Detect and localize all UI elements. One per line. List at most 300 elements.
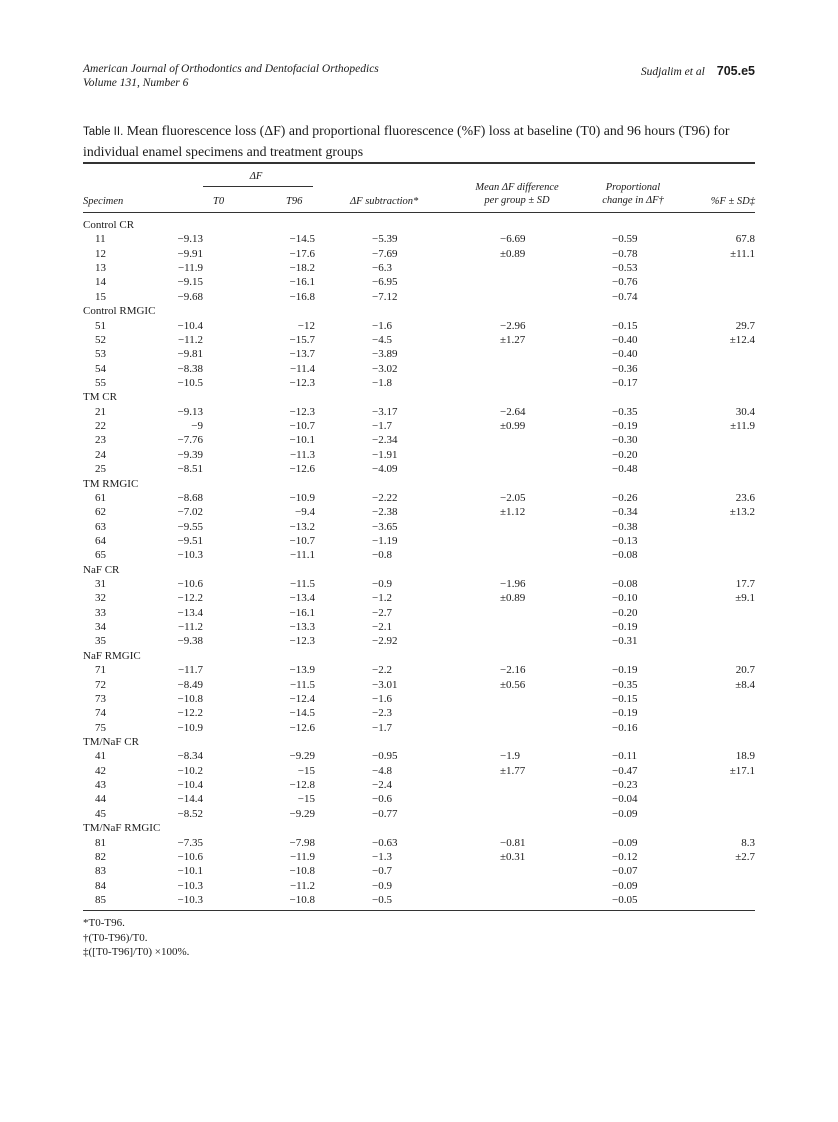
proportional-change: −0.13 [612, 534, 638, 547]
specimen-id: 55 [95, 377, 106, 389]
group-mean-sd: ±1.77 [500, 764, 526, 777]
group-name: TM/NaF RMGIC [83, 822, 161, 835]
t0-value: −7.35 [177, 836, 203, 849]
t96-value: −12.3 [289, 405, 315, 418]
t0-value: −10.1 [177, 865, 203, 878]
proportional-change: −0.08 [612, 549, 638, 562]
subtraction-value: −1.19 [372, 534, 398, 547]
proportional-change: −0.76 [612, 276, 638, 289]
table-caption [83, 121, 763, 161]
table-row [83, 879, 755, 893]
t0-value: −10.3 [177, 549, 203, 562]
table-row [83, 678, 755, 692]
col-mean-line1: Mean ΔF difference [475, 182, 559, 193]
subtraction-value: −7.69 [372, 247, 398, 260]
t0-value: −11.9 [177, 262, 203, 275]
table-row [83, 606, 755, 620]
proportional-change: −0.20 [612, 448, 638, 461]
group-pct: 17.7 [735, 578, 755, 590]
group-pct-sd: ±8.4 [735, 678, 755, 691]
group-name: TM/NaF CR [83, 736, 139, 748]
specimen-id: 83 [95, 865, 106, 878]
specimen-id: 62 [95, 506, 106, 519]
t0-value: −9.91 [177, 247, 203, 260]
t96-value: −10.7 [289, 420, 315, 432]
subtraction-value: −5.39 [372, 233, 398, 246]
subtraction-value: −4.8 [372, 764, 392, 777]
specimen-id: 25 [95, 463, 106, 476]
specimen-id: 54 [95, 362, 106, 375]
table-row [83, 634, 755, 648]
t0-value: −8.49 [177, 678, 203, 691]
proportional-change: −0.40 [612, 333, 638, 346]
t0-value: −8.52 [177, 807, 203, 820]
proportional-change: −0.34 [612, 506, 638, 519]
journal-volume: Volume 131, Number 6 [83, 77, 189, 89]
table-row [83, 433, 755, 447]
footnote: ‡([T0-T96]/T0) ×100%. [83, 946, 190, 958]
t96-value: −11.5 [289, 578, 315, 590]
proportional-change: −0.09 [612, 807, 638, 820]
group-mean-sd: ±0.56 [500, 678, 526, 691]
specimen-id: 71 [95, 664, 106, 677]
subtraction-value: −0.77 [372, 807, 398, 820]
group-pct: 29.7 [735, 319, 755, 332]
t96-value: −11.5 [289, 678, 315, 691]
delta-f-span-header: ΔF [249, 171, 263, 182]
subtraction-value: −0.7 [372, 865, 392, 878]
subtraction-value: −1.6 [372, 692, 392, 705]
t0-value: −7.76 [177, 434, 203, 447]
t96-value: −11.2 [289, 879, 315, 892]
t0-value: −8.34 [177, 750, 203, 763]
table-row [83, 362, 755, 376]
t0-value: −11.2 [177, 621, 203, 634]
specimen-id: 63 [95, 520, 106, 533]
t96-value: −13.4 [289, 592, 315, 605]
table-row [83, 247, 755, 261]
table-row [83, 721, 755, 735]
table-row [83, 419, 755, 433]
footnote: *T0-T96. [83, 917, 125, 929]
group-pct: 23.6 [735, 491, 755, 504]
t0-value: −10.5 [177, 377, 203, 389]
proportional-change: −0.15 [612, 319, 638, 332]
t0-value: −8.38 [177, 362, 203, 375]
table-row [83, 520, 755, 534]
specimen-id: 84 [95, 879, 106, 892]
proportional-change: −0.16 [612, 721, 638, 734]
subtraction-value: −2.92 [372, 635, 398, 648]
subtraction-value: −3.89 [372, 348, 398, 361]
group-mean-sd: ±0.99 [500, 420, 526, 432]
subtraction-value: −2.22 [372, 491, 398, 504]
subtraction-value: −1.3 [372, 850, 392, 863]
specimen-id: 32 [95, 592, 106, 605]
specimen-id: 31 [95, 578, 106, 590]
group-name: Control CR [83, 219, 135, 231]
t96-value: −10.1 [289, 434, 315, 447]
t0-value: −9.81 [177, 348, 203, 361]
table-row [83, 577, 755, 591]
group-mean: −2.96 [500, 319, 526, 332]
col-specimen: Specimen [83, 196, 124, 207]
subtraction-value: −2.1 [372, 621, 392, 634]
specimen-id: 11 [95, 233, 106, 246]
proportional-change: −0.36 [612, 362, 638, 375]
group-pct: 67.8 [735, 233, 755, 246]
t96-value: −11.1 [289, 549, 315, 562]
group-pct-sd: ±11.1 [730, 247, 755, 260]
specimen-id: 42 [95, 764, 106, 777]
t96-value: −11.9 [289, 850, 315, 863]
t96-value: −12.6 [289, 721, 315, 734]
specimen-id: 64 [95, 534, 106, 547]
t96-value: −15 [297, 793, 315, 806]
t96-value: −14.5 [289, 233, 315, 246]
t0-value: −10.6 [177, 850, 203, 863]
group-mean-sd: ±1.27 [500, 333, 526, 346]
table-row [83, 864, 755, 878]
specimen-id: 24 [95, 448, 106, 461]
footnote: †(T0-T96)/T0. [83, 932, 148, 944]
table-top-rule [83, 162, 755, 164]
proportional-change: −0.08 [612, 578, 638, 590]
table-row [83, 275, 755, 289]
span-rule [203, 186, 313, 187]
t0-value: −11.2 [177, 333, 203, 346]
group-name: TM RMGIC [83, 477, 139, 490]
group-mean: −1.96 [500, 578, 526, 590]
subtraction-value: −3.65 [372, 520, 398, 533]
group-heading-row [83, 218, 755, 232]
t0-value: −9.51 [177, 534, 203, 547]
col-t96: T96 [286, 196, 303, 207]
t0-value: −9.38 [177, 635, 203, 648]
proportional-change: −0.23 [612, 779, 638, 791]
proportional-change: −0.19 [612, 707, 638, 720]
subtraction-value: −3.17 [372, 405, 398, 418]
specimen-id: 51 [95, 319, 106, 332]
t96-value: −12.6 [289, 463, 315, 476]
subtraction-value: −0.63 [372, 836, 398, 849]
group-heading-row [83, 735, 755, 749]
group-pct-sd: ±9.1 [735, 592, 755, 605]
t0-value: −7.02 [177, 506, 203, 519]
specimen-id: 73 [95, 692, 106, 705]
specimen-id: 35 [95, 635, 106, 648]
page-header-right [641, 62, 755, 80]
group-mean-sd: ±0.89 [500, 247, 526, 260]
proportional-change: −0.19 [612, 664, 638, 677]
subtraction-value: −1.91 [372, 448, 398, 461]
subtraction-value: −2.4 [372, 779, 392, 791]
t96-value: −9.4 [295, 506, 315, 519]
specimen-id: 13 [95, 262, 106, 275]
subtraction-value: −2.7 [372, 606, 392, 619]
t0-value: −10.3 [177, 879, 203, 892]
table-row [83, 764, 755, 778]
t96-value: −11.4 [289, 362, 315, 375]
group-mean-sd: ±1.12 [500, 506, 526, 519]
t96-value: −12.3 [289, 377, 315, 389]
subtraction-value: −2.2 [372, 664, 392, 677]
subtraction-value: −0.9 [372, 578, 392, 590]
proportional-change: −0.38 [612, 520, 638, 533]
table-row [83, 405, 755, 419]
group-mean-sd: ±0.89 [500, 592, 526, 605]
proportional-change: −0.11 [612, 750, 638, 763]
group-name: NaF RMGIC [83, 649, 141, 662]
specimen-id: 85 [95, 893, 106, 906]
t96-value: −16.1 [289, 276, 315, 289]
t96-value: −12 [297, 319, 315, 332]
group-pct: 20.7 [735, 664, 755, 677]
group-pct-sd: ±2.7 [735, 850, 755, 863]
t96-value: −17.6 [289, 247, 315, 260]
subtraction-value: −2.3 [372, 707, 392, 720]
group-heading-row [83, 821, 755, 835]
t96-value: −9.29 [289, 807, 315, 820]
specimen-id: 75 [95, 721, 106, 734]
t96-value: −13.2 [289, 520, 315, 533]
t96-value: −10.7 [289, 534, 315, 547]
t96-value: −18.2 [289, 262, 315, 275]
group-mean: −2.16 [500, 664, 526, 677]
proportional-change: −0.15 [612, 692, 638, 705]
proportional-change: −0.19 [612, 420, 638, 432]
table-row [83, 836, 755, 850]
table-row [83, 261, 755, 275]
subtraction-value: −0.95 [372, 750, 398, 763]
group-name: Control RMGIC [83, 305, 156, 318]
table-row [83, 778, 755, 792]
table-row [83, 333, 755, 347]
t0-value: −10.4 [177, 779, 203, 791]
specimen-id: 45 [95, 807, 106, 820]
t96-value: −13.7 [289, 348, 315, 361]
proportional-change: −0.74 [612, 290, 638, 303]
col-proportional [588, 181, 678, 207]
specimen-id: 33 [95, 606, 106, 619]
t96-value: −12.4 [289, 692, 315, 705]
proportional-change: −0.20 [612, 606, 638, 619]
t0-value: −9.13 [177, 405, 203, 418]
subtraction-value: −2.34 [372, 434, 398, 447]
proportional-change: −0.35 [612, 405, 638, 418]
subtraction-value: −4.5 [372, 333, 392, 346]
table-row [83, 290, 755, 304]
subtraction-value: −6.95 [372, 276, 398, 289]
proportional-change: −0.17 [612, 377, 638, 389]
group-name: TM CR [83, 391, 117, 404]
t96-value: −10.9 [289, 491, 315, 504]
proportional-change: −0.07 [612, 865, 638, 878]
table-row [83, 807, 755, 821]
col-mean [462, 181, 572, 207]
specimen-id: 74 [95, 707, 106, 720]
table-row [83, 448, 755, 462]
group-pct-sd: ±12.4 [729, 333, 755, 346]
table-row [83, 462, 755, 476]
table-row [83, 232, 755, 246]
group-mean: −2.64 [500, 405, 526, 418]
t96-value: −15.7 [289, 333, 315, 346]
specimen-id: 23 [95, 434, 106, 447]
table-bottom-rule [83, 910, 755, 911]
t0-value: −10.4 [177, 319, 203, 332]
page-number: 705.e5 [716, 64, 755, 78]
proportional-change: −0.30 [612, 434, 638, 447]
t0-value: −13.4 [177, 606, 203, 619]
group-mean-sd: ±0.31 [500, 850, 526, 863]
specimen-id: 34 [95, 621, 106, 634]
table-row [83, 893, 755, 907]
subtraction-value: −0.6 [372, 793, 392, 806]
table-row [83, 663, 755, 677]
group-pct-sd: ±11.9 [730, 420, 755, 432]
specimen-id: 41 [95, 750, 106, 763]
table-row [83, 706, 755, 720]
table-row [83, 620, 755, 634]
group-pct: 8.3 [741, 836, 755, 849]
specimen-id: 65 [95, 549, 106, 562]
t96-value: −14.5 [289, 707, 315, 720]
t96-value: −7.98 [289, 836, 315, 849]
proportional-change: −0.19 [612, 621, 638, 634]
table-row [83, 347, 755, 361]
proportional-change: −0.48 [612, 463, 638, 476]
proportional-change: −0.12 [612, 850, 638, 863]
specimen-id: 53 [95, 348, 106, 361]
col-subtraction: ΔF subtraction* [350, 196, 419, 207]
specimen-id: 12 [95, 247, 106, 260]
proportional-change: −0.40 [612, 348, 638, 361]
header-rule [83, 212, 755, 213]
specimen-id: 72 [95, 678, 106, 691]
subtraction-value: −0.9 [372, 879, 392, 892]
t96-value: −11.3 [289, 448, 315, 461]
proportional-change: −0.26 [612, 491, 638, 504]
t0-value: −9.68 [177, 290, 203, 303]
proportional-change: −0.35 [612, 678, 638, 691]
t0-value: −10.3 [177, 893, 203, 906]
table-row [83, 491, 755, 505]
subtraction-value: −1.8 [372, 377, 392, 389]
col-t0: T0 [213, 196, 225, 207]
proportional-change: −0.09 [612, 836, 638, 849]
subtraction-value: −1.2 [372, 592, 392, 605]
t96-value: −9.29 [289, 750, 315, 763]
table-row [83, 548, 755, 562]
specimen-id: 82 [95, 850, 106, 863]
t0-value: −9.39 [177, 448, 203, 461]
subtraction-value: −4.09 [372, 463, 398, 476]
table-row [83, 376, 755, 390]
t0-value: −10.9 [177, 721, 203, 734]
subtraction-value: −1.7 [372, 721, 392, 734]
t96-value: −15 [297, 764, 315, 777]
specimen-id: 81 [95, 836, 106, 849]
specimen-id: 15 [95, 290, 106, 303]
proportional-change: −0.31 [612, 635, 638, 648]
t96-value: −16.8 [289, 290, 315, 303]
t96-value: −10.8 [289, 893, 315, 906]
table-row [83, 505, 755, 519]
proportional-change: −0.53 [612, 262, 638, 275]
t0-value: −8.51 [177, 463, 203, 476]
proportional-change: −0.09 [612, 879, 638, 892]
t0-value: −12.2 [177, 707, 203, 720]
t96-value: −10.8 [289, 865, 315, 878]
journal-title: American Journal of Orthodontics and Dentofacial Orthopedics [83, 63, 379, 75]
table-row [83, 792, 755, 806]
subtraction-value: −7.12 [372, 290, 398, 303]
specimen-id: 44 [95, 793, 106, 806]
t0-value: −9.55 [177, 520, 203, 533]
subtraction-value: −0.5 [372, 893, 392, 906]
group-heading-row [83, 304, 755, 318]
specimen-id: 14 [95, 276, 106, 289]
table-label: Table II. [83, 126, 124, 138]
specimen-id: 43 [95, 779, 106, 791]
proportional-change: −0.47 [612, 764, 638, 777]
t0-value: −9.15 [177, 276, 203, 289]
specimen-id: 22 [95, 420, 106, 432]
group-mean: −1.9 [500, 750, 520, 763]
t0-value: −10.6 [177, 578, 203, 590]
group-pct-sd: ±13.2 [729, 506, 755, 519]
proportional-change: −0.04 [612, 793, 638, 806]
proportional-change: −0.10 [612, 592, 638, 605]
t96-value: −16.1 [289, 606, 315, 619]
group-heading-row [83, 649, 755, 663]
proportional-change: −0.05 [612, 893, 638, 906]
col-prop-line2: change in ΔF† [602, 195, 664, 206]
t0-value: −10.8 [177, 692, 203, 705]
authors: Sudjalim et al [640, 66, 705, 78]
table-row [83, 749, 755, 763]
t0-value: −10.2 [177, 764, 203, 777]
t0-value: −12.2 [177, 592, 203, 605]
t96-value: −12.3 [289, 635, 315, 648]
col-pct: %F ± SD‡ [710, 196, 755, 207]
table-row [83, 692, 755, 706]
group-mean: −2.05 [500, 491, 526, 504]
caption-text: Mean fluorescence loss (ΔF) and proportional fluorescence (%F) loss at baseline (T0) and 96 hours (T96) for individual enamel specimens and treatment groups [83, 123, 730, 159]
col-mean-line2: per group ± SD [484, 195, 550, 206]
subtraction-value: −1.6 [372, 319, 392, 332]
t0-value: −9.13 [177, 233, 203, 246]
proportional-change: −0.78 [612, 247, 638, 260]
subtraction-value: −1.7 [372, 420, 392, 432]
group-pct: 18.9 [735, 750, 755, 763]
group-heading-row [83, 390, 755, 404]
specimen-id: 52 [95, 333, 106, 346]
t0-value: −11.7 [177, 664, 203, 677]
subtraction-value: −2.38 [372, 506, 398, 519]
t0-value: −9 [191, 420, 203, 432]
group-pct: 30.4 [735, 405, 755, 418]
group-pct-sd: ±17.1 [729, 764, 755, 777]
t0-value: −14.4 [177, 793, 203, 806]
t96-value: −13.3 [289, 621, 315, 634]
group-heading-row [83, 477, 755, 491]
subtraction-value: −6.3 [372, 262, 392, 275]
col-prop-line1: Proportional [605, 182, 661, 193]
specimen-id: 21 [95, 405, 106, 418]
group-name: NaF CR [83, 563, 120, 576]
